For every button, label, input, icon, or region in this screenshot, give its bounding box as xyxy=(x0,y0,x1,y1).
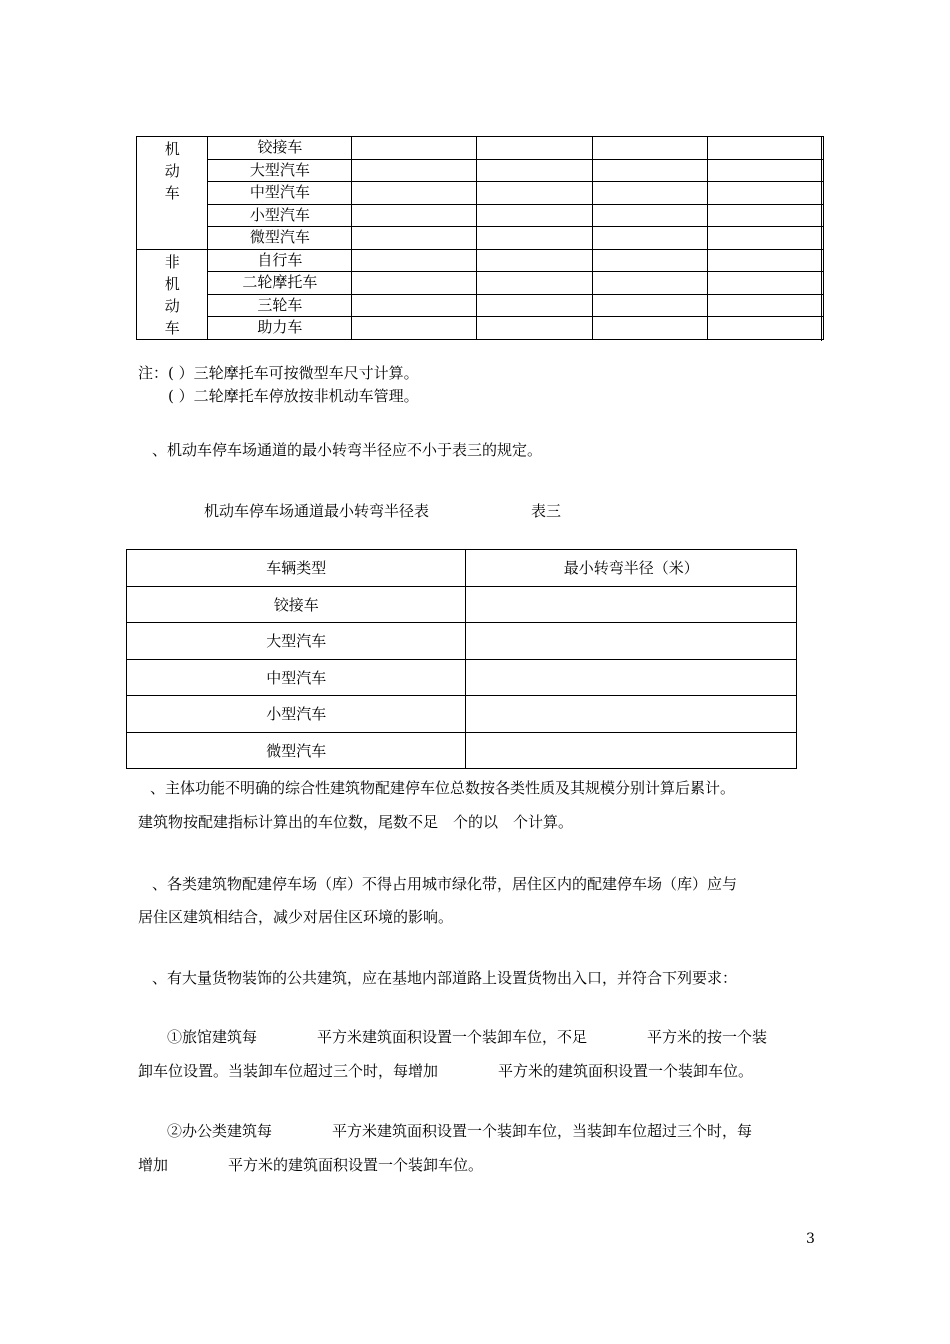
table-row xyxy=(137,294,824,317)
vehicle-type-cell: 自行车 xyxy=(208,249,352,272)
vehicle-type-cell: 大型汽车 xyxy=(208,159,352,182)
vehicle-type-cell: 二轮摩托车 xyxy=(208,272,352,295)
note-line-1: 注：( ）三轮摩托车可按微型车尺寸计算。 xyxy=(138,364,419,382)
vehicle-type-cell: 三轮车 xyxy=(208,294,352,317)
table-row xyxy=(137,227,824,250)
note-line-2: ( ）二轮摩托车停放按非机动车管理。 xyxy=(168,387,419,405)
clause-hotel-line-2: 卸车位设置。当装卸车位超过三个时，每增加 平方米的建筑面积设置一个装卸车位。 xyxy=(138,1062,754,1080)
clause-green-belt-line-2: 居住区建筑相结合，减少对居住区环境的影响。 xyxy=(138,908,454,926)
clause-cargo-entrance: 、有大量货物装饰的公共建筑，应在基地内部道路上设置货物出入口，并符合下列要求： xyxy=(152,969,738,987)
page-number: 3 xyxy=(806,1231,815,1247)
table-row xyxy=(127,659,797,696)
vehicle-type-cell: 铰接车 xyxy=(208,137,352,160)
clause-office-line-1: ②办公类建筑每 平方米建筑面积设置一个装卸车位，当装卸车位超过三个时，每 xyxy=(167,1122,753,1140)
turning-radius-table xyxy=(126,549,797,769)
clause-turning-radius: 、机动车停车场通道的最小转弯半径应不小于表三的规定。 xyxy=(152,441,543,459)
clause-office-line-2: 增加 平方米的建筑面积设置一个装卸车位。 xyxy=(138,1156,484,1174)
vehicle-type-cell: 中型汽车 xyxy=(208,182,352,205)
vehicle-type-cell: 中型汽车 xyxy=(127,659,466,696)
table-row xyxy=(127,586,797,623)
table-row xyxy=(137,272,824,295)
clause-mixed-building-line-2: 建筑物按配建指标计算出的车位数，尾数不足 个的以 个计算。 xyxy=(138,813,574,831)
table-caption: 机动车停车场通道最小转弯半径表 xyxy=(204,502,430,520)
table-row xyxy=(137,317,824,340)
clause-hotel-line-1: ①旅馆建筑每 平方米建筑面积设置一个装卸车位，不足 平方米的按一个装 xyxy=(167,1028,768,1046)
table-header-row xyxy=(127,550,797,587)
table-row xyxy=(137,204,824,227)
vehicle-type-cell: 助力车 xyxy=(208,317,352,340)
vehicle-type-cell: 小型汽车 xyxy=(208,204,352,227)
vehicle-type-cell: 小型汽车 xyxy=(127,696,466,733)
clause-mixed-building-line-1: 、主体功能不明确的综合性建筑物配建停车位总数按各类性质及其规模分别计算后累计。 xyxy=(150,779,736,797)
table-row xyxy=(137,159,824,182)
header-vehicle-type: 车辆类型 xyxy=(127,550,466,587)
table-row xyxy=(137,137,824,160)
radius-cell xyxy=(466,586,797,623)
header-min-radius: 最小转弯半径（米） xyxy=(466,550,797,587)
vehicle-type-cell: 微型汽车 xyxy=(208,227,352,250)
radius-cell xyxy=(466,623,797,660)
radius-cell xyxy=(466,696,797,733)
vehicle-type-cell: 铰接车 xyxy=(127,586,466,623)
category-non-motor-vehicle: 非 机 动 车 xyxy=(137,249,208,339)
table-row xyxy=(127,623,797,660)
radius-cell xyxy=(466,732,797,769)
vehicle-type-table xyxy=(136,136,824,340)
vehicle-type-cell: 大型汽车 xyxy=(127,623,466,660)
clause-green-belt-line-1: 、各类建筑物配建停车场（库）不得占用城市绿化带，居住区内的配建停车场（库）应与 xyxy=(152,875,738,893)
radius-cell xyxy=(466,659,797,696)
table-row xyxy=(127,732,797,769)
table-row xyxy=(127,696,797,733)
table-row xyxy=(137,182,824,205)
table-double-border xyxy=(821,136,822,341)
vehicle-type-cell: 微型汽车 xyxy=(127,732,466,769)
category-motor-vehicle: 机 动 车 xyxy=(137,137,208,250)
table-number: 表三 xyxy=(531,502,562,520)
table-row xyxy=(137,249,824,272)
